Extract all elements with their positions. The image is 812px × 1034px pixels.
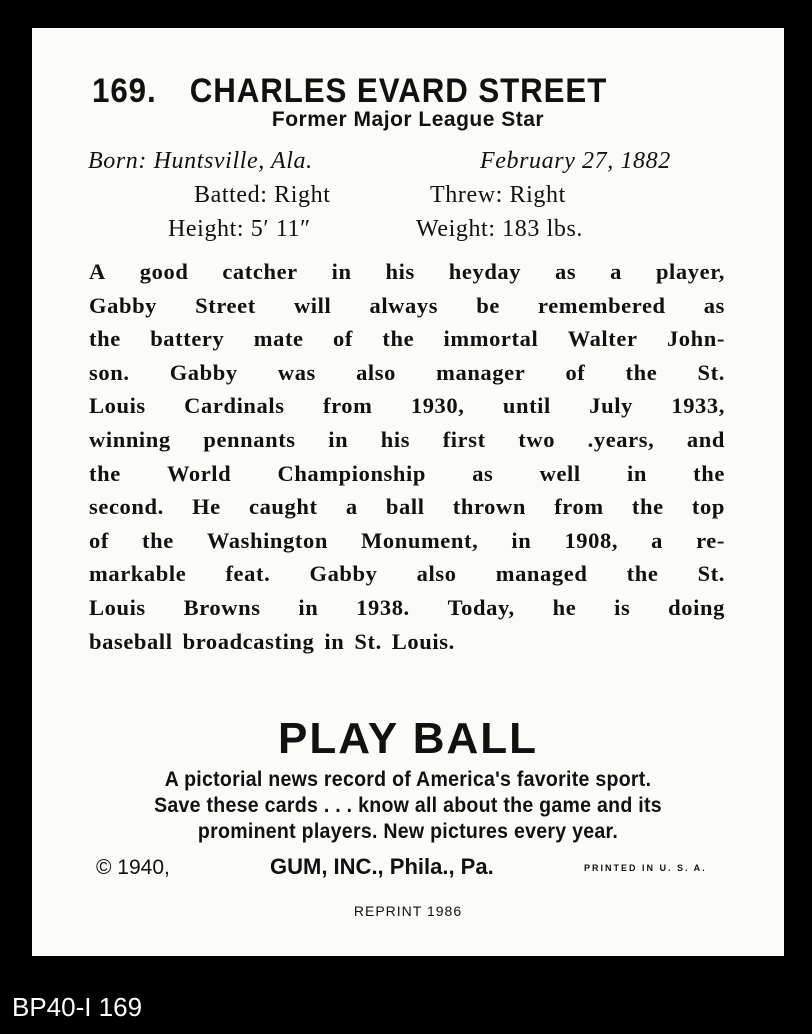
player-subtitle: Former Major League Star bbox=[271, 108, 545, 131]
batted-info: Batted: Right bbox=[194, 182, 331, 208]
born-place: Born: Huntsville, Ala. bbox=[88, 148, 313, 174]
bio-line: Louis Browns in 1938. Today, he is doing bbox=[89, 594, 725, 620]
bio-line: baseball broadcasting in St. Louis. bbox=[89, 628, 455, 654]
born-date: February 27, 1882 bbox=[480, 148, 671, 174]
printed-in-usa: PRINTED IN U. S. A. bbox=[584, 863, 707, 873]
bio-line: the World Championship as well in the bbox=[89, 460, 725, 486]
player-biography bbox=[89, 255, 725, 658]
bio-line: the battery mate of the immortal Walter John- bbox=[89, 326, 725, 352]
bio-line: Louis Cardinals from 1930, until July 1933, bbox=[89, 393, 725, 419]
bio-line: markable feat. Gabby also managed the St. bbox=[89, 561, 725, 587]
threw-info: Threw: Right bbox=[430, 182, 566, 208]
tagline-line: A pictorial news record of America's favorite sport. bbox=[164, 768, 652, 791]
card-number: 169. bbox=[92, 72, 157, 110]
copyright-notice: © 1940, bbox=[96, 856, 170, 879]
card-title bbox=[92, 72, 607, 111]
tagline-line: prominent players. New pictures every year. bbox=[197, 820, 619, 843]
bio-line: son. Gabby was also manager of the St. bbox=[89, 359, 725, 385]
bio-line: Gabby Street will always be remembered as bbox=[89, 292, 725, 318]
listing-caption: BP40-I 169 bbox=[12, 992, 143, 1022]
publisher-name: GUM, INC., Phila., Pa. bbox=[270, 854, 494, 879]
height-info: Height: 5′ 11″ bbox=[168, 216, 311, 242]
bio-line: of the Washington Monument, in 1908, a re- bbox=[89, 527, 725, 553]
player-name: CHARLES EVARD STREET bbox=[189, 72, 608, 110]
bio-line: A good catcher in his heyday as a player, bbox=[89, 259, 725, 284]
bio-line: winning pennants in his first two .years, and bbox=[89, 426, 725, 452]
weight-info: Weight: 183 lbs. bbox=[416, 216, 583, 242]
series-title: PLAY BALL bbox=[277, 714, 539, 763]
reprint-note: REPRINT 1986 bbox=[353, 903, 463, 919]
tagline-line: Save these cards . . . know all about the game and its bbox=[154, 794, 662, 817]
card-back bbox=[32, 28, 784, 956]
bio-line: second. He caught a ball thrown from the top bbox=[89, 494, 725, 520]
